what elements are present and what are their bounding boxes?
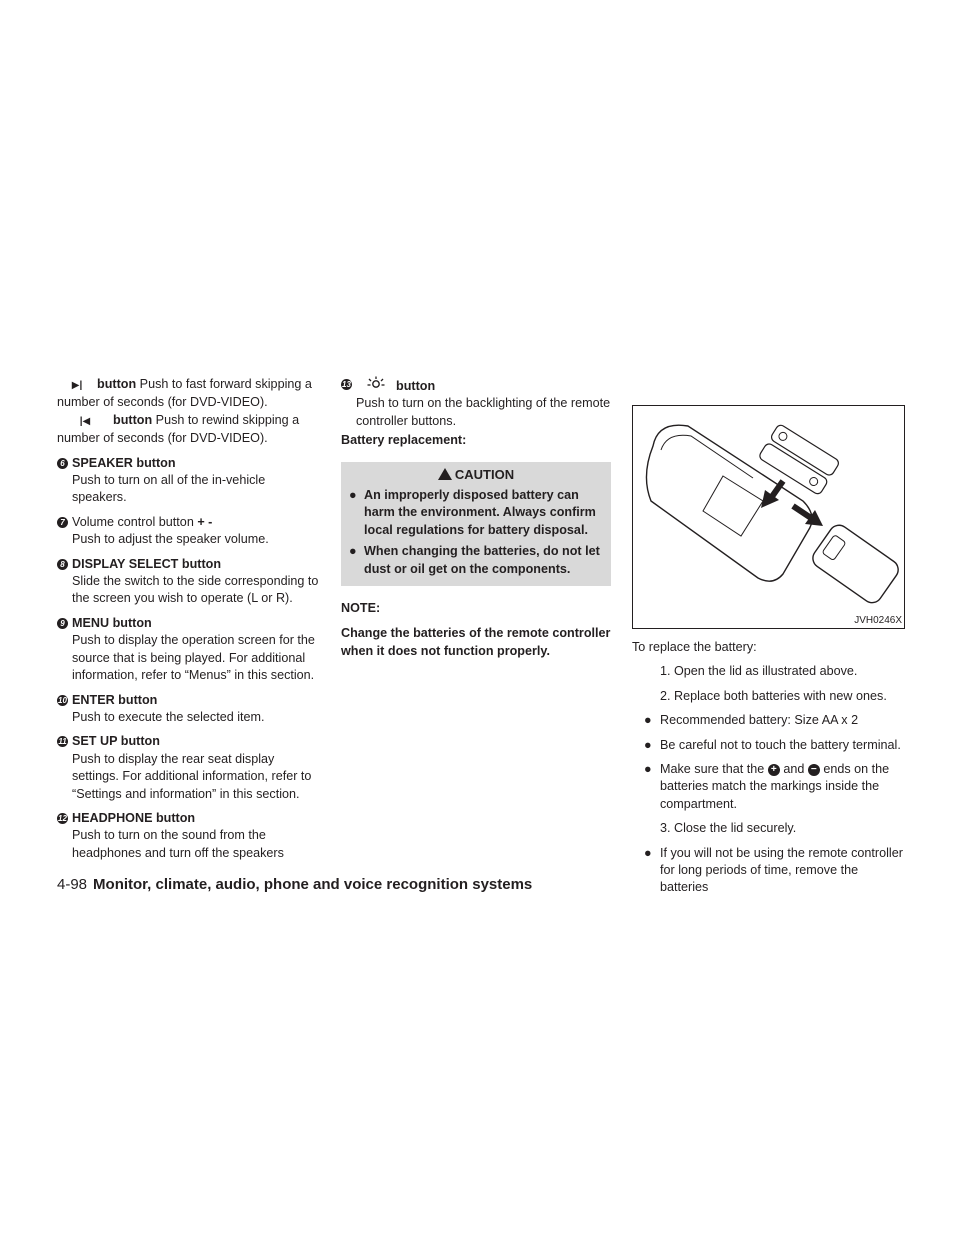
item-text: Push to turn on all of the in-vehicle speakers. [72,473,266,505]
step-text: Make sure that the [660,762,765,777]
step-text: Recommended battery: Size AA x 2 [660,713,859,728]
item-set-up [57,733,321,803]
skip-forward-icon: ▶| [71,380,83,391]
plus-terminal-icon: + [768,764,780,776]
section-title: Monitor, climate, audio, phone and voice recognition systems [93,876,533,893]
caution-box [341,462,611,586]
minus-terminal-icon: − [808,764,820,776]
left-column [57,376,321,862]
steps-intro: To replace the battery: [632,640,757,654]
item-text: Push to adjust the speaker volume. [72,532,269,547]
step-text: 2. Replace both batteries with new ones. [660,688,887,703]
bullet-dot: ● [644,713,652,728]
step [632,688,907,705]
item-heading: DISPLAY SELECT button [72,556,222,571]
page-number: 4-98 [57,876,88,893]
item-text: Push to execute the selected item. [72,709,265,724]
item-number-badge: 7 [57,517,68,528]
step [632,663,907,680]
item-text: Push to turn on the sound from the headphones and turn off the speakers [72,828,284,860]
item-heading: MENU button [72,615,152,630]
item-number-badge: 6 [57,458,68,469]
battery-replacement-heading: Battery replacement: [341,433,467,448]
item-heading: SPEAKER button [72,455,176,470]
item-heading-suffix: + - [197,514,213,529]
note-text: Change the batteries of the remote controller when it does not function properly. [341,626,611,658]
caution-title: CAUTION [454,466,515,482]
fwd-button-text: Push to fast forward skipping a number of seconds (for DVD-VIDEO). [57,377,312,410]
caution-bullet [349,543,603,578]
item-text: Slide the switch to the side corresponding to the screen you wish to operate (L or R). [72,574,319,606]
step-bullet [632,845,907,897]
caution-bullet-text: An improperly disposed battery can harm the environment. Always confirm local regulations for battery disposal. [364,488,596,537]
fast-forward-description [57,376,321,412]
step-bullet [632,737,907,754]
item-number-badge: 12 [58,813,67,823]
page-footer [57,875,532,895]
figure-code: JVH0246X [854,615,902,626]
bullet-dot: ● [644,762,652,777]
item-heading: ENTER button [72,692,158,707]
step-text: 3. Close the lid securely. [660,821,797,836]
light-icon [356,376,396,395]
item-number-badge: 10 [58,695,67,705]
item-speaker [57,455,321,507]
caution-title-row [349,466,603,483]
step-text: ends on the batteries match the markings inside the compartment. [660,762,890,811]
step-bullet [632,761,907,813]
step-bullet [632,712,907,729]
item-heading: HEADPHONE button [72,810,196,825]
caution-bullet [349,487,603,539]
rew-button-label: button [113,412,153,427]
item-heading: SET UP button [72,734,160,749]
item-backlight [341,376,611,430]
bullet-dot: ● [349,488,357,503]
step [632,820,907,837]
item-text: Push to display the operation screen for the source that is being played. For additional information, refer to “Menus” in this section. [72,633,315,683]
item-text: Push to display the rear seat display settings. For additional information, refer to “Settings and information” in this section. [72,751,312,801]
step-text: Be careful not to touch the battery terminal. [660,737,901,752]
item-number-badge: 8 [57,559,68,570]
rewind-description [57,412,321,448]
caution-bullet-text: When changing the batteries, do not let dust or oil get on the components. [364,544,600,576]
middle-column [341,376,611,660]
battery-steps [632,639,907,897]
skip-back-icon: |◀ [79,415,91,427]
remote-battery-illustration [633,406,904,628]
note-heading: NOTE: [341,601,381,616]
item-heading: Volume control button [72,514,194,529]
sun-icon [367,376,385,390]
bullet-dot: ● [644,737,652,752]
battery-figure [632,405,905,629]
step-text: 1. Open the lid as illustrated above. [660,664,858,679]
item-volume [57,514,321,549]
bullet-dot: ● [644,845,652,860]
item-heading: button [396,379,436,393]
rew-button-text: Push to rewind skipping a number of seconds (for DVD-VIDEO). [57,412,300,446]
item-number-badge: 13 [342,380,351,389]
item-number-badge: 11 [58,737,67,747]
warning-icon [438,468,452,480]
item-headphone [57,810,321,862]
item-enter [57,692,321,727]
item-number-badge: 9 [57,618,68,629]
step-text: and [783,762,805,777]
item-display-select [57,556,321,608]
item-text: Push to turn on the backlighting of the remote controller buttons. [356,396,611,428]
fwd-button-label: button [97,377,137,391]
step-text: If you will not be using the remote controller for long periods of time, remove the batteries [660,845,903,895]
item-menu [57,615,321,685]
bullet-dot: ● [349,544,357,559]
